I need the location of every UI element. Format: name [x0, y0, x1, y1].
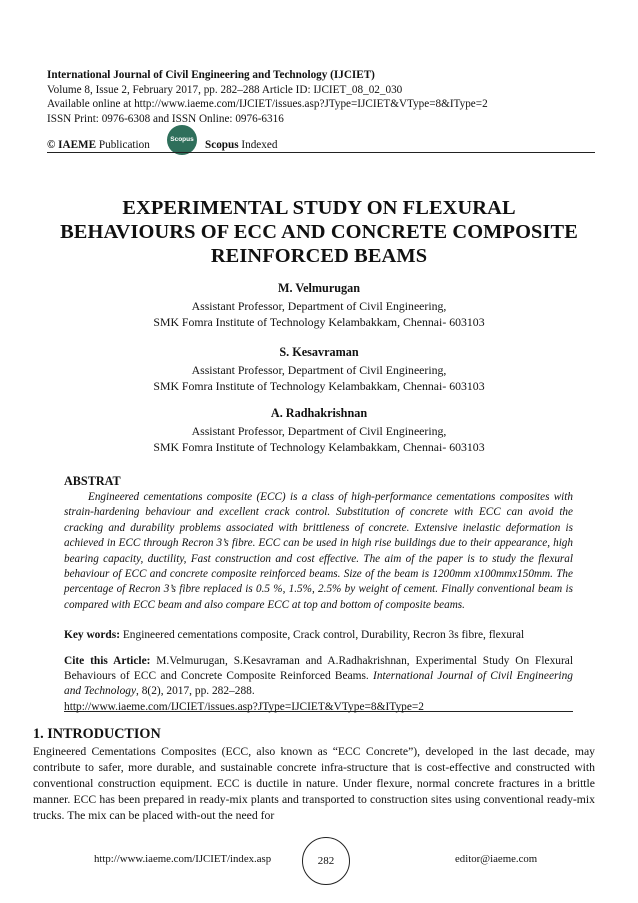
author-name: M. Velmurugan — [278, 281, 360, 295]
publisher-suffix: Publication — [96, 139, 150, 151]
citation-block — [64, 654, 573, 715]
scopus-name: Scopus — [205, 139, 239, 151]
affiliation-line: SMK Fomra Institute of Technology Kelambakkam, Chennai- 603103 — [153, 439, 485, 454]
affiliation-line: Assistant Professor, Department of Civil Engineering, — [191, 424, 447, 438]
paper-title — [30, 196, 608, 268]
scopus-indexed — [205, 139, 277, 151]
issn-line: ISSN Print: 0976-6308 and ISSN Online: 0976-6316 — [47, 112, 284, 125]
citation-url: http://www.iaeme.com/IJCIET/issues.asp?JType=IJCIET&VType=8&IType=2 — [64, 700, 425, 713]
author-affiliation — [0, 299, 638, 330]
publisher-credit — [47, 139, 150, 151]
section-body: Engineered Cementations Composites (ECC, also known as “ECC Concrete”), developed in the last decade, may contribute to safer, more durable, and sustainable concrete infra-structure that is cost-effective and constructed with conventional construction equipment. ECC is ductile in nature. Under flexure, normal concrete fractures in a brittle manner. ECC has been prepared in ready-mix plants and transported to construction sites using conventional ready-mix trucks. The mix can be placed with-out the need for — [33, 745, 595, 822]
page-number: 282 — [302, 837, 350, 885]
keywords-label: Key words: — [64, 629, 120, 641]
journal-title: International Journal of Civil Engineering and Technology (IJCIET) — [47, 69, 375, 81]
affiliation-line: Assistant Professor, Department of Civil Engineering, — [191, 363, 447, 377]
journal-header — [47, 68, 607, 126]
author-name: S. Kesavraman — [279, 345, 359, 359]
affiliation-line: Assistant Professor, Department of Civil Engineering, — [191, 299, 447, 313]
affiliation-line: SMK Fomra Institute of Technology Kelambakkam, Chennai- 603103 — [153, 314, 485, 329]
abstract-text: Engineered cementations composite (ECC) is a class of high-performance cementations composites with strain-hardening behaviour and excellent crack control. Substitution of concrete with ECC can avoid the cracking and durability problems associated with brittleness of concrete. Extensive inelastic deformation is achieved in ECC through Recron 3’s fibre. ECC can be used in high rise buildings due to their appearance, high bearing capacity, ductility, Fast construction and cost effective. The aim of the paper is to study the flexural behaviour of ECC and concrete composite reinforced beams. Size of the beam is 1200mm x100mmx150mm. The percentage of Recron 3’s fibre replaced is 0.5 %, 1.5%, 2.5% by weight of cement. Finally conventional beam is compared with ECC beam and also compare ECC at top and bottom of composite beams. — [64, 491, 573, 611]
publisher-row — [47, 137, 595, 153]
scopus-suffix: Indexed — [238, 139, 278, 151]
header-divider — [47, 152, 595, 153]
citation-journal: International Journal of Civil Engineering and Technology — [64, 670, 573, 698]
keywords — [64, 629, 584, 641]
title-line: REINFORCED BEAMS — [210, 245, 428, 267]
publisher-name: © IAEME — [47, 139, 97, 151]
footer-email: editor@iaeme.com — [455, 853, 538, 865]
author-affiliation — [0, 363, 638, 394]
title-line: EXPERIMENTAL STUDY ON FLEXURAL — [122, 197, 516, 219]
citation-authors: M.Velmurugan, S.Kesavraman and A.Radhakrishnan, Experimental Study On Flexural Behaviours of ECC and Concrete Composite Reinforced Beams. — [64, 655, 573, 683]
section-heading: 1. INTRODUCTION — [33, 726, 161, 742]
abstract-heading: ABSTRAT — [64, 474, 121, 488]
author-name: A. Radhakrishnan — [270, 406, 368, 420]
citation-divider — [64, 711, 573, 712]
footer-url: http://www.iaeme.com/IJCIET/index.asp — [94, 853, 272, 865]
citation-label: Cite this Article: — [64, 655, 151, 667]
affiliation-line: SMK Fomra Institute of Technology Kelambakkam, Chennai- 603103 — [153, 378, 485, 393]
title-line: BEHAVIOURS OF ECC AND CONCRETE COMPOSITE — [60, 221, 578, 243]
citation-details: , 8(2), 2017, pp. 282–288. — [136, 685, 255, 698]
scopus-logo-icon: Scopus — [167, 125, 197, 155]
author-affiliation — [0, 424, 638, 455]
available-online-line: Available online at http://www.iaeme.com/IJCIET/issues.asp?JType=IJCIET&VType=8&IType=2 — [47, 98, 488, 111]
volume-line: Volume 8, Issue 2, February 2017, pp. 282–288 Article ID: IJCIET_08_02_030 — [47, 83, 403, 96]
keywords-text: Engineered cementations composite, Crack control, Durability, Recron 3s fibre, flexural — [120, 629, 525, 641]
